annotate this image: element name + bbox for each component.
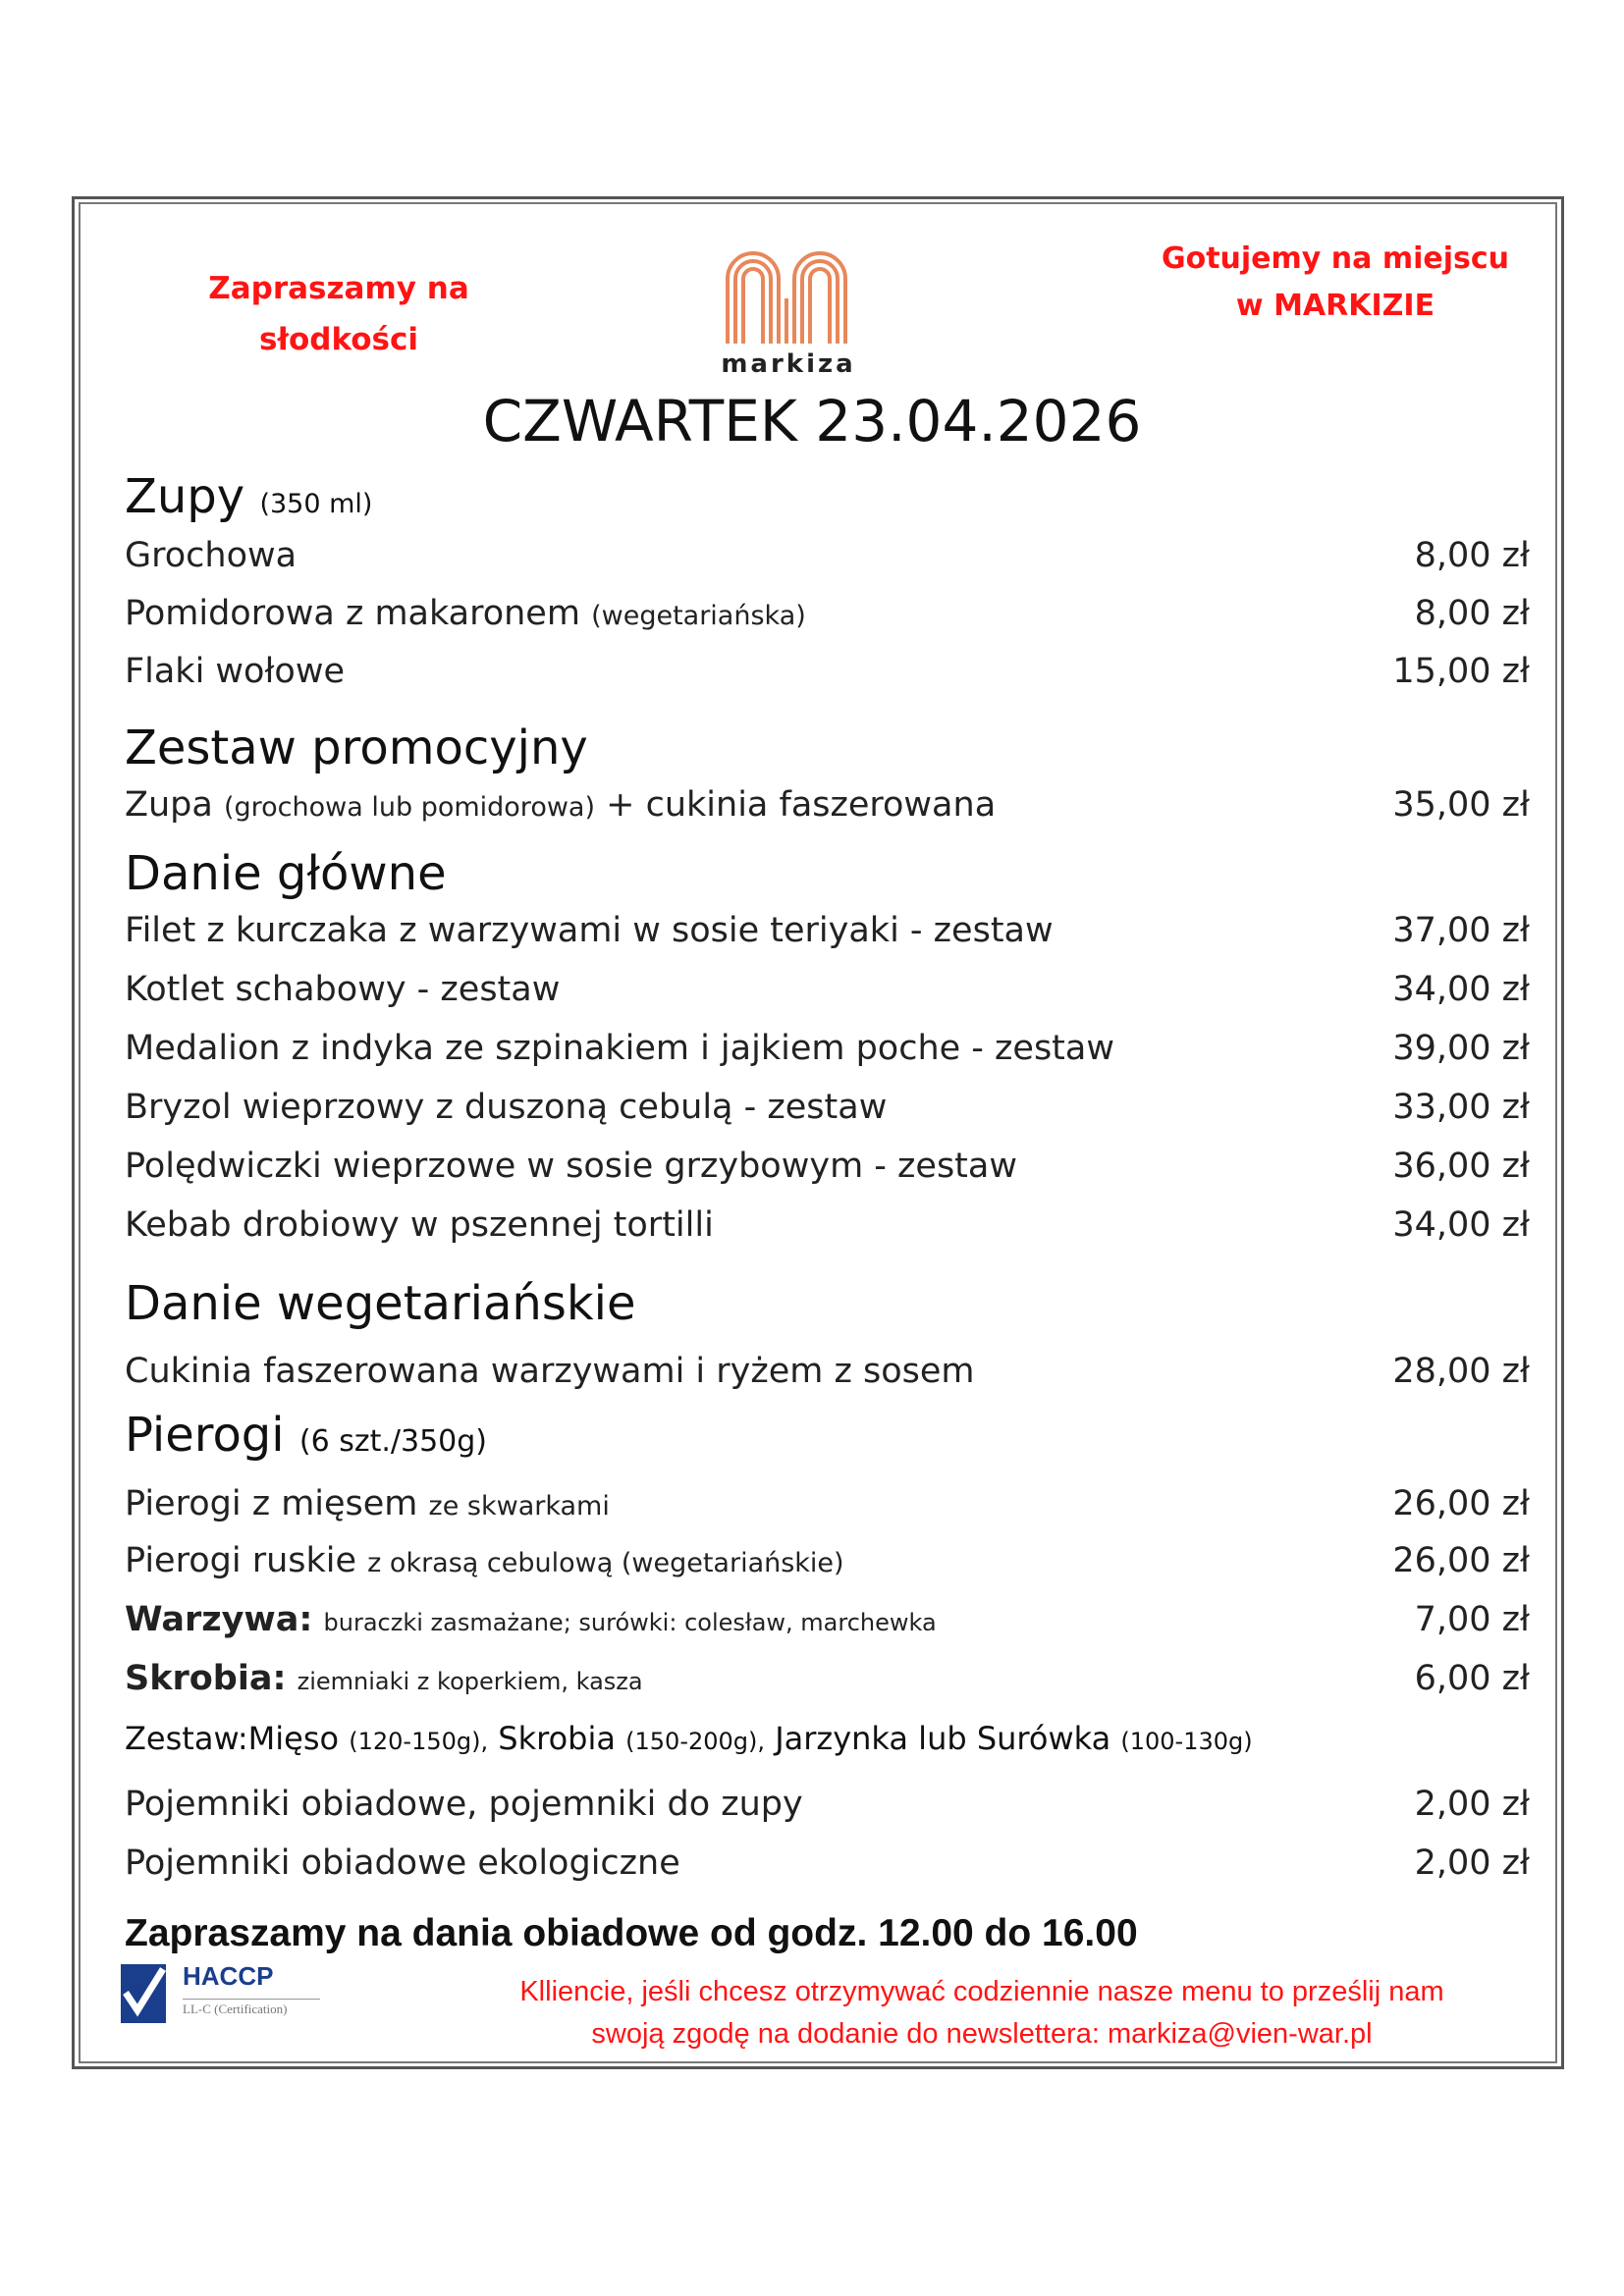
item-price: 8,00 zł bbox=[1414, 536, 1530, 575]
item-detail: z okrasą cebulową (wegetariańskie) bbox=[367, 1548, 844, 1578]
sweets-promo bbox=[196, 263, 481, 365]
side-label: Skrobia: bbox=[125, 1659, 287, 1698]
item-price: 34,00 zł bbox=[1392, 970, 1530, 1009]
set-info-meat-weight: (120-150g), bbox=[349, 1728, 489, 1755]
cooking-promo-line-1: Gotujemy na miejscu bbox=[1161, 241, 1510, 276]
menu-item bbox=[125, 652, 1530, 691]
set-info-meat: Zestaw:Mięso bbox=[125, 1720, 340, 1757]
menu-item bbox=[125, 970, 1530, 1009]
item-price: 15,00 zł bbox=[1392, 652, 1530, 691]
sweets-promo-line-1: Zapraszamy na bbox=[208, 271, 469, 306]
item-name: Filet z kurczaka z warzywami w sosie teriyaki - zestaw bbox=[125, 911, 1054, 950]
item-price: 39,00 zł bbox=[1392, 1029, 1530, 1068]
cooking-promo bbox=[1149, 236, 1522, 330]
item-name: Pomidorowa z makaronem bbox=[125, 594, 580, 633]
item-price: 6,00 zł bbox=[1414, 1659, 1530, 1698]
menu-item bbox=[125, 1352, 1530, 1391]
promo-item bbox=[125, 785, 1530, 825]
menu-item bbox=[125, 1205, 1530, 1245]
menu-item bbox=[125, 1029, 1530, 1068]
side-item bbox=[125, 1659, 1530, 1698]
side-item bbox=[125, 1600, 1530, 1639]
item-detail: (grochowa lub pomidorowa) bbox=[223, 792, 595, 823]
item-price: 35,00 zł bbox=[1392, 785, 1530, 825]
markiza-logo bbox=[715, 240, 862, 379]
newsletter-line-2: swoją zgodę na dodanie do newslettera: markiza@vien-war.pl bbox=[591, 2018, 1373, 2050]
item-price: 2,00 zł bbox=[1414, 1843, 1530, 1883]
haccp-check-icon bbox=[120, 1963, 167, 2024]
menu-item bbox=[125, 594, 1530, 633]
item-price: 2,00 zł bbox=[1414, 1785, 1530, 1824]
item-name: Pojemniki obiadowe ekologiczne bbox=[125, 1843, 680, 1883]
container-item bbox=[125, 1843, 1530, 1883]
item-price: 34,00 zł bbox=[1392, 1205, 1530, 1245]
item-name-rest: + cukinia faszerowana bbox=[606, 785, 997, 825]
item-name: Grochowa bbox=[125, 536, 298, 575]
cooking-promo-line-2: w MARKIZIE bbox=[1235, 289, 1435, 323]
logo-text: markiza bbox=[721, 349, 856, 379]
set-info-starch-weight: (150-200g), bbox=[625, 1728, 766, 1755]
item-name: Medalion z indyka ze szpinakiem i jajkiem poche - zestaw bbox=[125, 1029, 1114, 1068]
section-title-main: Danie główne bbox=[125, 846, 447, 901]
day-title: CZWARTEK 23.04.2026 bbox=[482, 388, 1142, 454]
item-name: Pojemniki obiadowe, pojemniki do zupy bbox=[125, 1785, 803, 1824]
menu-item bbox=[125, 1147, 1530, 1186]
menu-item bbox=[125, 1541, 1530, 1580]
menu-item bbox=[125, 536, 1530, 575]
set-info-starch: Skrobia bbox=[498, 1720, 616, 1757]
item-name: Pierogi z mięsem bbox=[125, 1484, 418, 1523]
item-name: Cukinia faszerowana warzywami i ryżem z sosem bbox=[125, 1352, 975, 1391]
item-name: Polędwiczki wieprzowe w sosie grzybowym - zestaw bbox=[125, 1147, 1017, 1186]
section-title-promo: Zestaw promocyjny bbox=[125, 721, 588, 775]
menu-item bbox=[125, 911, 1530, 950]
item-detail: ze skwarkami bbox=[428, 1491, 610, 1522]
item-name: Bryzol wieprzowy z duszoną cebulą - zestaw bbox=[125, 1088, 888, 1127]
item-name: Flaki wołowe bbox=[125, 652, 345, 691]
set-info-veg: Jarzynka lub Surówka bbox=[775, 1720, 1111, 1757]
item-price: 8,00 zł bbox=[1414, 594, 1530, 633]
item-name: Zupa bbox=[125, 785, 213, 825]
markiza-logo-icon bbox=[720, 240, 857, 347]
section-title-vegetarian: Danie wegetariańskie bbox=[125, 1276, 636, 1331]
item-detail: (wegetariańska) bbox=[591, 601, 806, 631]
pierogi-note: (6 szt./350g) bbox=[298, 1424, 487, 1459]
section-title-pierogi bbox=[125, 1408, 487, 1463]
item-price: 37,00 zł bbox=[1392, 911, 1530, 950]
set-info-veg-weight: (100-130g) bbox=[1120, 1728, 1253, 1755]
haccp-subtitle: LL-C (Certification) bbox=[183, 1999, 320, 2017]
haccp-badge bbox=[120, 1961, 326, 2030]
haccp-title: HACCP bbox=[183, 1961, 274, 1991]
item-name: Kotlet schabowy - zestaw bbox=[125, 970, 561, 1009]
newsletter-line-1: Klliencie, jeśli chcesz otrzymywać codziennie nasze menu to prześlij nam bbox=[519, 1976, 1444, 2007]
side-detail: buraczki zasmażane; surówki: colesław, marchewka bbox=[323, 1609, 937, 1636]
side-label: Warzywa: bbox=[125, 1600, 313, 1639]
item-price: 36,00 zł bbox=[1392, 1147, 1530, 1186]
item-price: 26,00 zł bbox=[1392, 1541, 1530, 1580]
item-price: 33,00 zł bbox=[1392, 1088, 1530, 1127]
container-item bbox=[125, 1785, 1530, 1824]
item-name: Pierogi ruskie bbox=[125, 1541, 357, 1580]
side-detail: ziemniaki z koperkiem, kasza bbox=[297, 1668, 643, 1695]
set-info bbox=[125, 1720, 1253, 1757]
soups-title: Zupy bbox=[125, 469, 245, 524]
opening-hours: Zapraszamy na dania obiadowe od godz. 12.00 do 16.00 bbox=[125, 1912, 1138, 1954]
newsletter-note bbox=[442, 1971, 1522, 2056]
menu-item bbox=[125, 1484, 1530, 1523]
section-title-soups bbox=[125, 469, 372, 524]
item-price: 26,00 zł bbox=[1392, 1484, 1530, 1523]
item-price: 7,00 zł bbox=[1414, 1600, 1530, 1639]
item-price: 28,00 zł bbox=[1392, 1352, 1530, 1391]
pierogi-title: Pierogi bbox=[125, 1408, 285, 1463]
sweets-promo-line-2: słodkości bbox=[259, 322, 418, 357]
soups-note: (350 ml) bbox=[259, 489, 373, 519]
item-name: Kebab drobiowy w pszennej tortilli bbox=[125, 1205, 714, 1245]
menu-item bbox=[125, 1088, 1530, 1127]
